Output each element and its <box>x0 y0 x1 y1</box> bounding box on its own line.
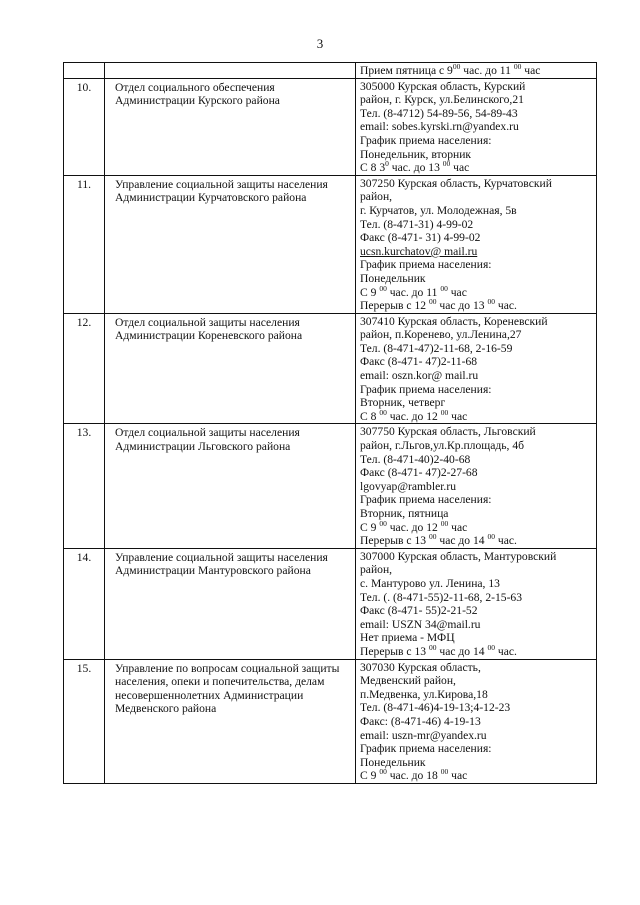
contact-info-line <box>360 701 593 715</box>
row-number: 13. <box>64 424 105 548</box>
line-text: час. <box>494 299 517 313</box>
line-text: 307000 Курская область, Мантуровский <box>360 549 557 563</box>
superscript: 00 <box>440 407 449 417</box>
contact-info-line <box>360 425 593 439</box>
line-text: С 8 <box>360 409 380 423</box>
line-text: район, п.Коренево, ул.Ленина,27 <box>360 328 522 342</box>
line-text: Факс: (8-471-46) 4-19-13 <box>360 714 481 728</box>
line-text: email: oszn.kor@ mail.ru <box>360 369 479 383</box>
contact-info-cell <box>356 63 597 79</box>
line-text: час <box>448 769 468 783</box>
line-text: Перерыв с 12 <box>360 299 429 313</box>
line-text: С 9 <box>360 285 380 299</box>
line-text: Медвенский район, <box>360 674 456 688</box>
contact-info-line <box>360 742 593 756</box>
contact-info-line <box>360 493 593 507</box>
contact-info-line <box>360 550 593 564</box>
contact-info-line <box>360 453 593 467</box>
contact-info-line <box>360 396 593 410</box>
superscript: 00 <box>379 767 387 777</box>
line-text: район, <box>360 190 393 204</box>
contact-info-line <box>360 645 593 659</box>
superscript: 00 <box>379 283 387 293</box>
contact-info-line <box>360 661 593 675</box>
contact-info-line <box>360 631 593 645</box>
contact-info-line <box>360 466 593 480</box>
contact-info-line <box>360 272 593 286</box>
page-number: 3 <box>316 36 324 51</box>
contact-info-line <box>360 231 593 245</box>
line-text: Понедельник <box>360 271 426 285</box>
line-text: Перерыв с 13 <box>360 644 429 658</box>
line-text: район, <box>360 563 393 577</box>
superscript: 00 <box>428 297 437 307</box>
contact-info-line <box>360 563 593 577</box>
table-row <box>64 313 597 424</box>
email-link-text: ucsn.kurchatov@ mail.ru <box>360 244 478 258</box>
row-number: 15. <box>64 659 105 783</box>
contact-info-line <box>360 80 593 94</box>
line-text: График приема населения: <box>360 133 492 147</box>
row-number: 14. <box>64 548 105 659</box>
contact-info-line <box>360 177 593 191</box>
contact-info-line <box>360 245 593 259</box>
superscript: 00 <box>513 62 522 72</box>
line-text: час. <box>494 644 517 658</box>
contact-info-line <box>360 315 593 329</box>
contact-info-line <box>360 715 593 729</box>
line-text: Тел. (8-471-46)4-19-13;4-12-23 <box>360 701 511 715</box>
table-row <box>64 548 597 659</box>
contact-info-line <box>360 218 593 232</box>
contact-info-line <box>360 688 593 702</box>
superscript: 0 <box>385 159 389 169</box>
line-text: час. до 13 <box>388 161 443 175</box>
line-text: Факс (8-471- 47)2-27-68 <box>360 466 478 480</box>
contact-info-line <box>360 107 593 121</box>
line-text: Тел. (8-4712) 54-89-56, 54-89-43 <box>360 106 518 120</box>
row-number: 12. <box>64 313 105 424</box>
organization-name: Отдел социальной защиты населения Администрации Льговского района <box>105 424 356 548</box>
contact-info-line <box>360 355 593 369</box>
line-text: Понедельник <box>360 755 426 769</box>
superscript: 00 <box>440 767 449 777</box>
line-text: График приема населения: <box>360 493 492 507</box>
line-text: С 9 <box>360 769 380 783</box>
line-text: 305000 Курская область, Курский <box>360 79 526 93</box>
line-text: час. до 11 <box>386 285 441 299</box>
superscript: 00 <box>487 297 495 307</box>
contact-info-line <box>360 729 593 743</box>
table-row <box>64 175 597 313</box>
line-text: Факс (8-471- 47)2-11-68 <box>360 355 478 369</box>
line-text: Тел. (8-471-47)2-11-68, 2-16-59 <box>360 341 513 355</box>
contact-info-line <box>360 674 593 688</box>
contact-info-line <box>360 507 593 521</box>
line-text: 307030 Курская область, <box>360 660 481 674</box>
contact-info-line <box>360 258 593 272</box>
contact-info <box>356 313 597 424</box>
contact-info-line <box>360 518 593 535</box>
line-text: час до 14 <box>436 534 488 548</box>
row-number: 11. <box>64 175 105 313</box>
line-text: Факс (8-471- 55)2-21-52 <box>360 604 478 618</box>
table-row <box>64 78 597 175</box>
line-text: час. до 12 <box>386 520 441 534</box>
contact-info-line <box>360 204 593 218</box>
superscript: 00 <box>379 407 387 417</box>
line-text: 307410 Курская область, Кореневский <box>360 314 548 328</box>
organization-name: Отдел социального обеспечения Администрации Курского района <box>105 78 356 175</box>
reception-schedule-line <box>360 64 593 78</box>
line-text: район, г. Курск, ул.Белинского,21 <box>360 93 524 107</box>
contact-info-line <box>360 134 593 148</box>
contact-info-line <box>360 299 593 313</box>
contact-info-line <box>360 756 593 770</box>
line-text: Прием пятница с 9 <box>360 64 453 77</box>
superscript: 00 <box>487 532 495 542</box>
contact-info-line <box>360 120 593 134</box>
superscript: 00 <box>428 643 437 653</box>
contact-info-line <box>360 577 593 591</box>
line-text: Вторник, пятница <box>360 507 449 520</box>
line-text: Вторник, четверг <box>360 396 446 410</box>
line-text: час <box>447 285 467 299</box>
line-text: час. до 18 <box>386 769 441 783</box>
line-text: С 8 3 <box>360 161 386 175</box>
contacts-table <box>63 62 597 784</box>
contact-info-line <box>360 190 593 204</box>
line-text: Перерыв с 13 <box>360 534 429 548</box>
line-text: час <box>448 520 468 534</box>
superscript: 00 <box>379 518 387 528</box>
row-number-cell <box>64 63 105 79</box>
contact-info-line <box>360 591 593 605</box>
table-row <box>64 424 597 548</box>
line-text: График приема населения: <box>360 382 492 396</box>
line-text: График приема населения: <box>360 742 492 756</box>
line-text: График приема населения: <box>360 258 492 272</box>
contact-info-line <box>360 439 593 453</box>
line-text: 307250 Курская область, Курчатовский <box>360 176 552 190</box>
contact-info-line <box>360 383 593 397</box>
organization-name: Управление социальной защиты населения Администрации Мантуровского района <box>105 548 356 659</box>
contact-info-line <box>360 769 593 783</box>
contact-info-line <box>360 604 593 618</box>
line-text: Тел. (. (8-471-55)2-11-68, 2-15-63 <box>360 590 523 604</box>
line-text: с. Мантурово ул. Ленина, 13 <box>360 576 500 590</box>
superscript: 00 <box>428 532 437 542</box>
organization-cell <box>105 63 356 79</box>
superscript: 00 <box>442 159 451 169</box>
line-text: Нет приема - МФЦ <box>360 631 455 645</box>
line-text: район, г.Льгов,ул.Кр.площадь, 4б <box>360 439 525 453</box>
table-row <box>64 659 597 783</box>
contact-info-line <box>360 328 593 342</box>
contact-info-line <box>360 407 593 424</box>
line-text: С 9 <box>360 520 380 534</box>
line-text: час. до 12 <box>386 409 441 423</box>
contact-info-line <box>360 161 593 175</box>
superscript: 00 <box>440 283 448 293</box>
line-text: час. <box>494 534 517 548</box>
contact-info <box>356 175 597 313</box>
line-text: Тел. (8-471-40)2-40-68 <box>360 452 471 466</box>
contact-info-line <box>360 480 593 494</box>
line-text: г. Курчатов, ул. Молодежная, 5в <box>360 203 517 217</box>
contact-info <box>356 78 597 175</box>
organization-name: Управление социальной защиты населения Администрации Курчатовского района <box>105 175 356 313</box>
line-text: час <box>448 409 468 423</box>
line-text: час <box>521 64 541 77</box>
line-text: Тел. (8-471-31) 4-99-02 <box>360 217 474 231</box>
line-text: час до 13 <box>436 299 488 313</box>
contact-info-line <box>360 283 593 300</box>
contact-info-line <box>360 618 593 632</box>
contact-info-line <box>360 93 593 107</box>
contact-info <box>356 424 597 548</box>
row-number: 10. <box>64 78 105 175</box>
line-text: Факс (8-471- 31) 4-99-02 <box>360 231 481 245</box>
organization-name: Управление по вопросам социальной защиты населения, опеки и попечительства, делам несовершеннолетних Администрации Медвенского района <box>105 659 356 783</box>
superscript: 00 <box>452 62 461 72</box>
contact-info-line <box>360 534 593 548</box>
line-text: email: sobes.kyrski.rn@yandex.ru <box>360 120 519 134</box>
line-text: час <box>450 161 470 175</box>
superscript: 00 <box>440 518 449 528</box>
line-text: час до 14 <box>436 644 488 658</box>
contact-info-line <box>360 148 593 162</box>
contact-info-line <box>360 342 593 356</box>
line-text: 307750 Курская область, Льговский <box>360 425 536 439</box>
line-text: email: USZN 34@mail.ru <box>360 617 481 631</box>
superscript: 00 <box>487 643 495 653</box>
line-text: п.Медвенка, ул.Кирова,18 <box>360 687 488 701</box>
contact-info <box>356 659 597 783</box>
line-text: Понедельник, вторник <box>360 147 472 161</box>
contact-info <box>356 548 597 659</box>
contact-info-line <box>360 369 593 383</box>
line-text: lgovyap@rambler.ru <box>360 479 456 493</box>
table-row <box>64 63 597 79</box>
organization-name: Отдел социальной защиты населения Администрации Кореневского района <box>105 313 356 424</box>
line-text: email: uszn-mr@yandex.ru <box>360 728 487 742</box>
line-text: час. до 11 <box>460 64 514 77</box>
